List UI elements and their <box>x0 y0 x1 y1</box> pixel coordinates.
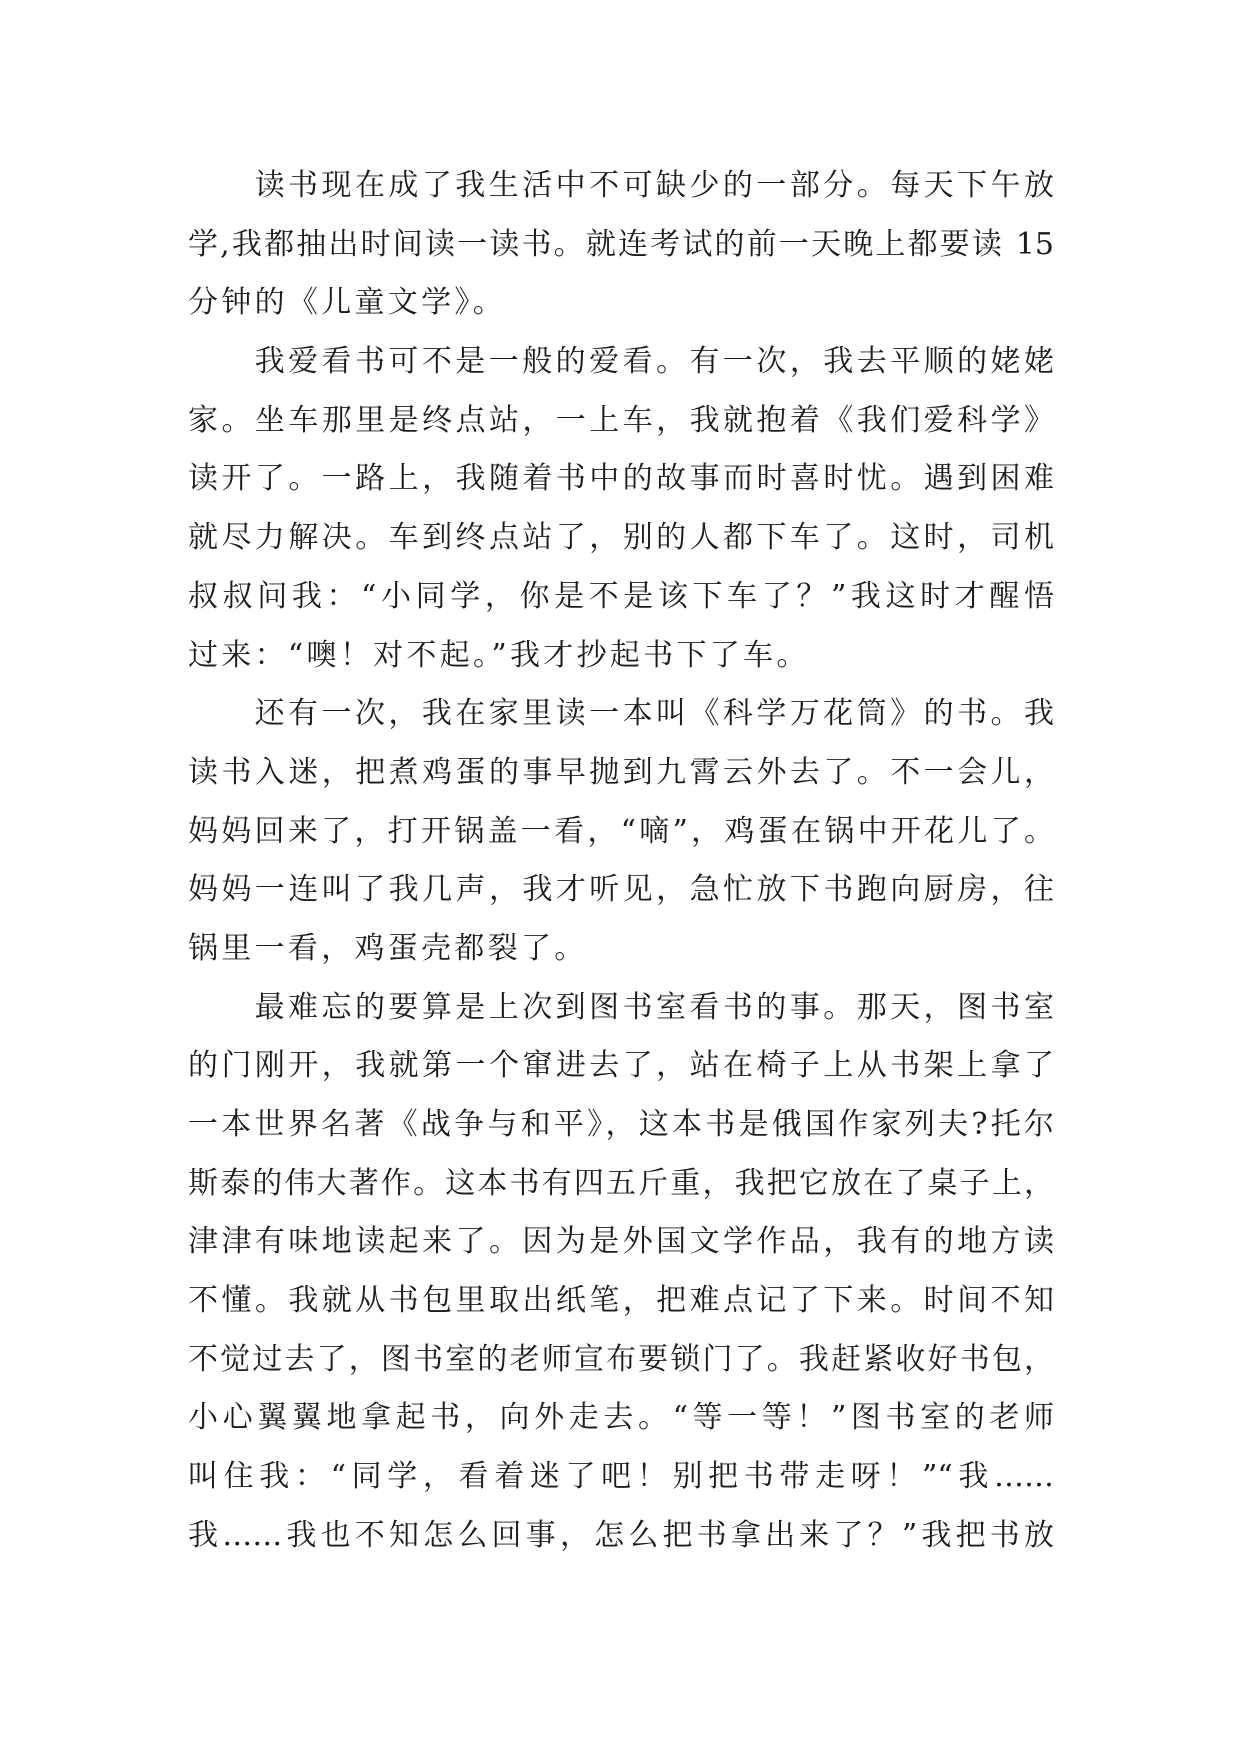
paragraph <box>188 685 1054 978</box>
text-line: 的门刚开，我就第一个窜进去了，站在椅子上从书架上拿了 <box>188 1048 1054 1084</box>
text-line: 读开了。一路上，我随着书中的故事而时喜时忧。遇到困难 <box>188 461 1054 497</box>
text-line: 津津有味地读起来了。因为是外国文学作品，我有的地方读 <box>188 1224 1054 1260</box>
text-line: 叫住我：“同学，看着迷了吧！别把书带走呀！”“我…… <box>188 1459 1054 1495</box>
text-line: 还有一次，我在家里读一本叫《科学万花筒》的书。我 <box>254 696 1054 732</box>
text-line: 读书入迷，把煮鸡蛋的事早抛到九霄云外去了。不一会儿， <box>188 754 1054 790</box>
text-line: 过来：“噢！对不起。”我才抄起书下了车。 <box>188 637 810 673</box>
text-line: 就尽力解决。车到终点站了，别的人都下车了。这时，司机 <box>188 520 1054 556</box>
paragraph <box>188 333 1054 685</box>
text-line: 我……我也不知怎么回事，怎么把书拿出来了？”我把书放 <box>188 1517 1054 1553</box>
text-line: 不懂。我就从书包里取出纸笔，把难点记了下来。时间不知 <box>188 1283 1054 1319</box>
text-line: 我爱看书可不是一般的爱看。有一次，我去平顺的姥姥 <box>254 344 1054 380</box>
text-line: 叔叔问我：“小同学，你是不是该下车了？”我这时才醒悟 <box>188 578 1054 614</box>
paragraph <box>188 157 1054 333</box>
text-line: 斯泰的伟大著作。这本书有四五斤重，我把它放在了桌子上， <box>188 1165 1054 1201</box>
text-line: 妈妈回来了，打开锅盖一看，“嘀”，鸡蛋在锅中开花儿了。 <box>188 813 1054 849</box>
text-line: 最难忘的要算是上次到图书室看书的事。那天，图书室 <box>254 989 1054 1025</box>
text-line: 不觉过去了，图书室的老师宣布要锁门了。我赶紧收好书包， <box>188 1341 1054 1377</box>
text-line: 一本世界名著《战争与和平》，这本书是俄国作家列夫?托尔 <box>188 1107 1054 1142</box>
text-line: 家。坐车那里是终点站，一上车，我就抱着《我们爱科学》 <box>188 402 1054 438</box>
text-line: 读书现在成了我生活中不可缺少的一部分。每天下午放 <box>254 168 1054 203</box>
text-line: 学,我都抽出时间读一读书。就连考试的前一天晚上都要读 15 <box>188 226 1054 262</box>
text-line: 锅里一看，鸡蛋壳都裂了。 <box>188 930 588 966</box>
text-line: 小心翼翼地拿起书，向外走去。“等一等！”图书室的老师 <box>188 1400 1054 1436</box>
paragraph <box>188 979 1054 1566</box>
document-body <box>188 157 1054 1566</box>
text-line: 妈妈一连叫了我几声，我才听见，急忙放下书跑向厨房，往 <box>188 872 1054 908</box>
text-line: 分钟的《儿童文学》。 <box>188 285 506 321</box>
